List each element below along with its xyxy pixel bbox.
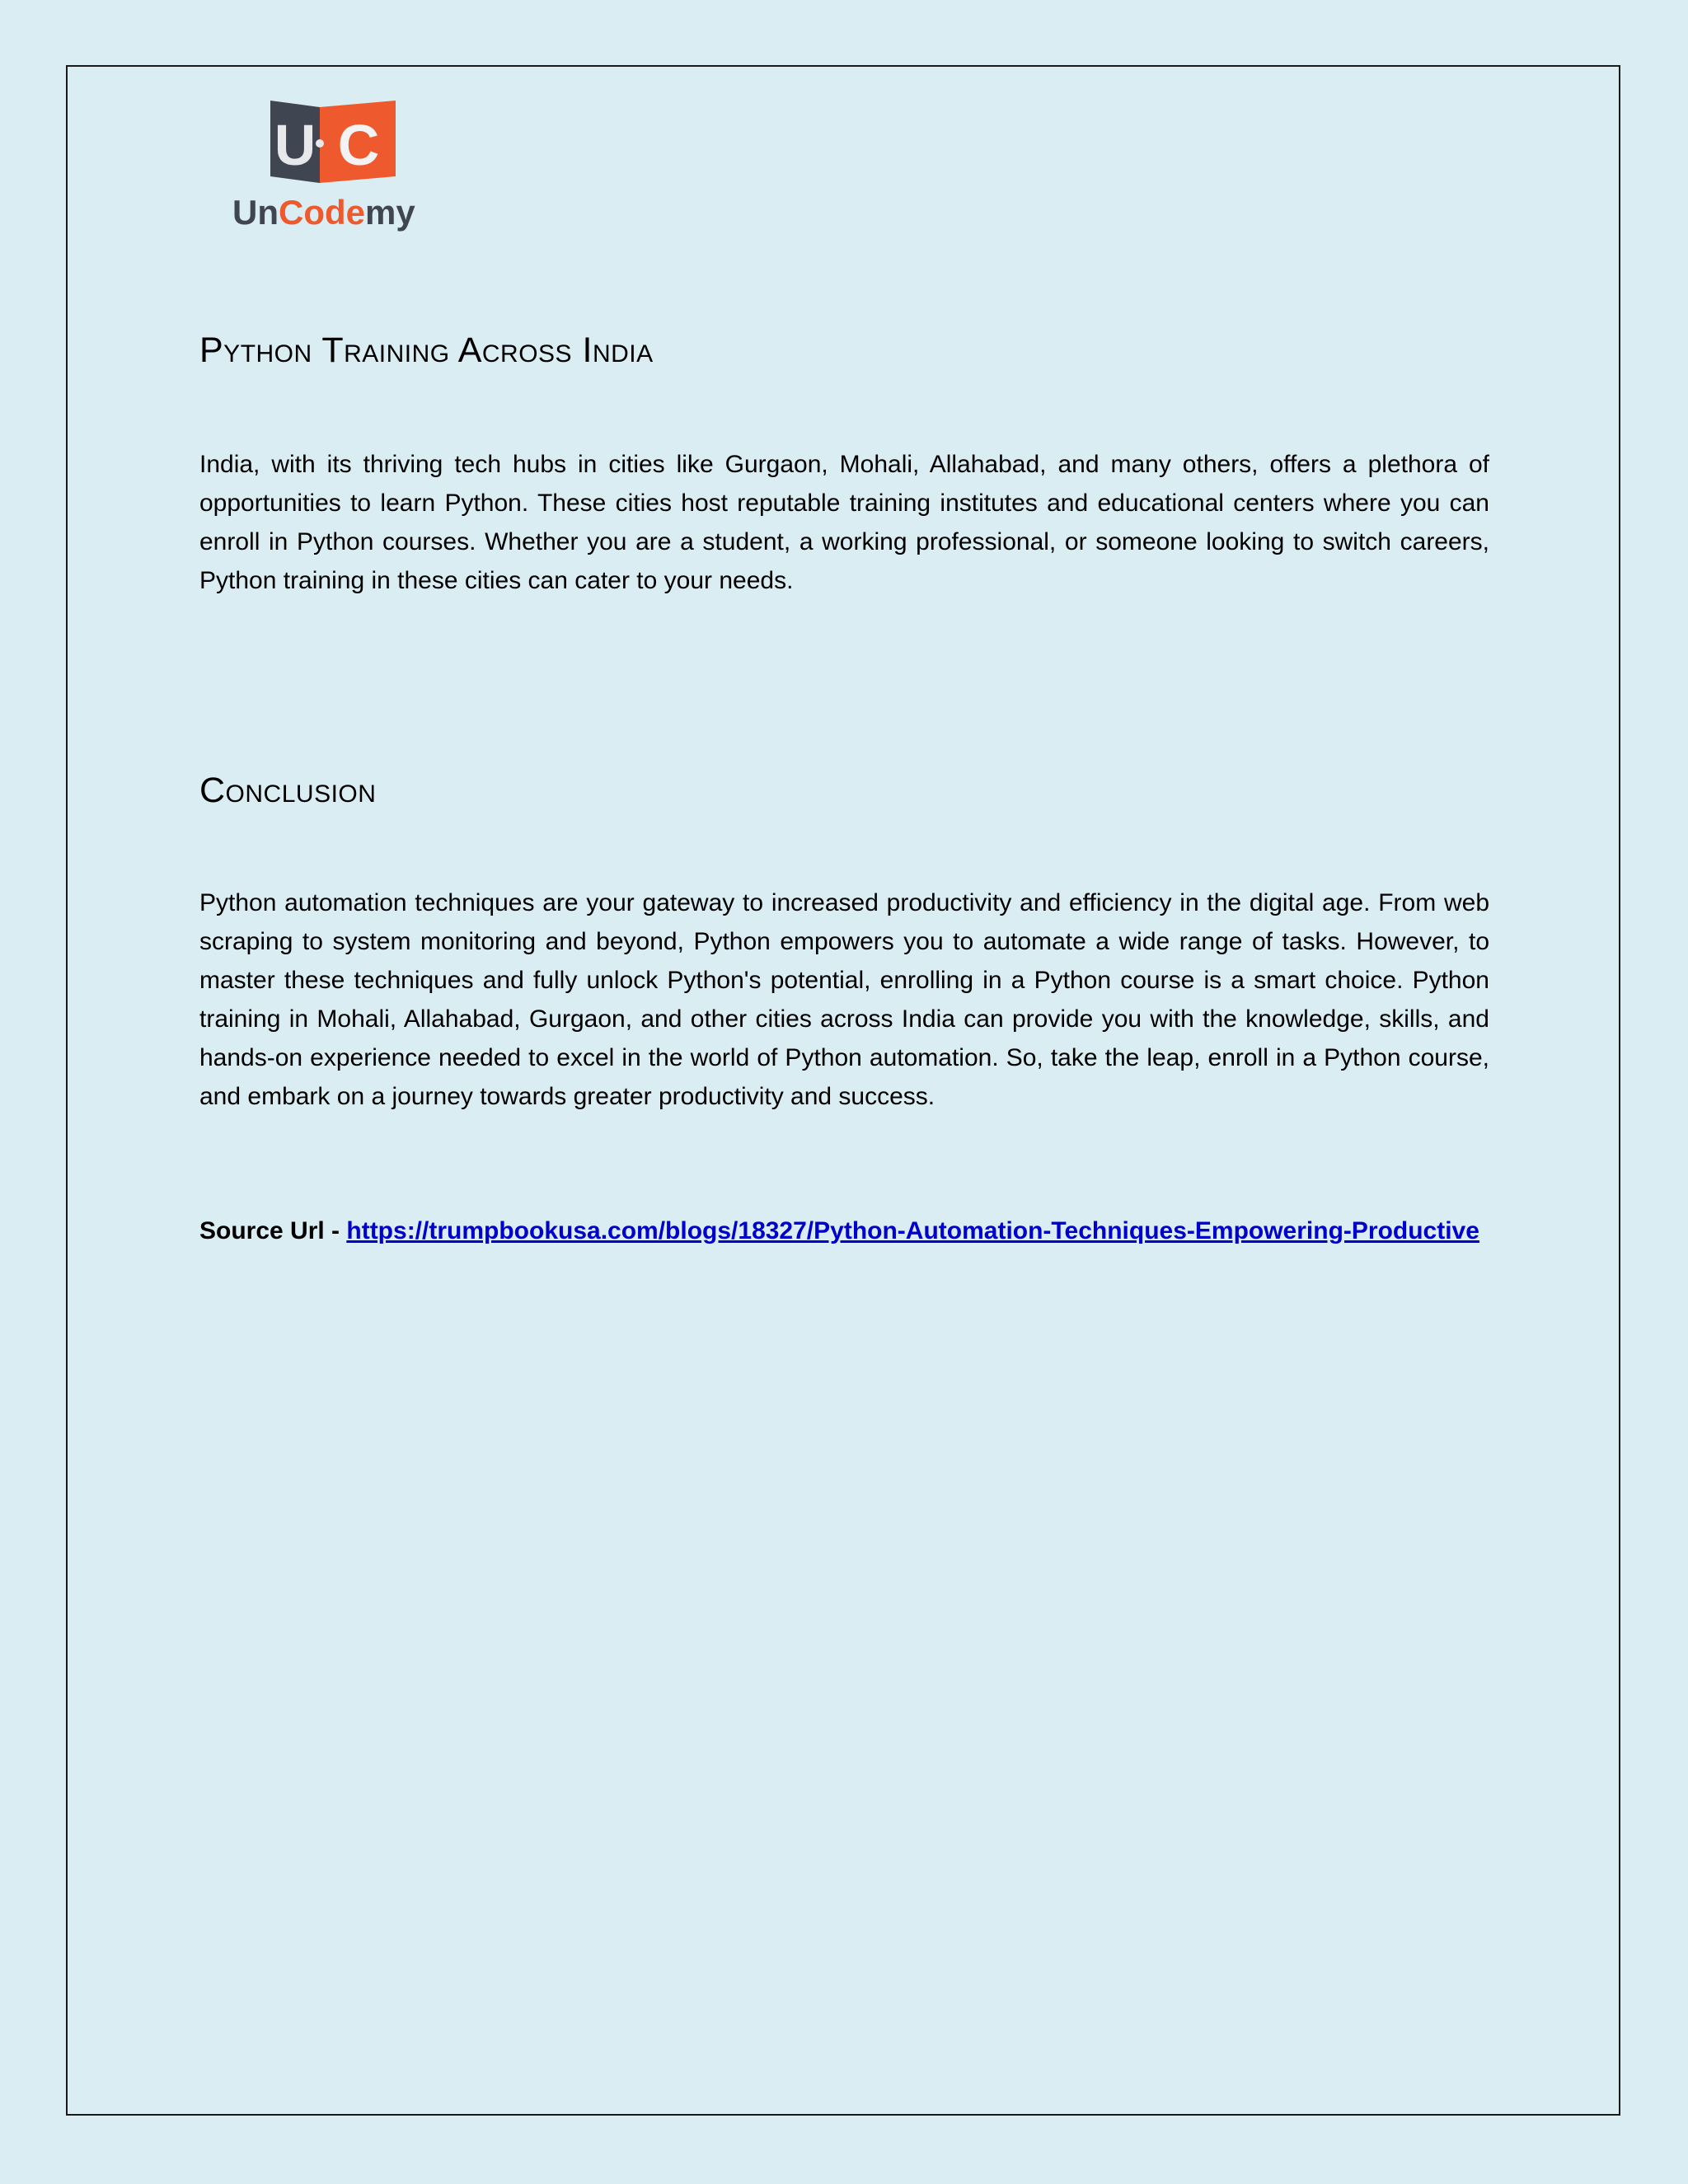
source-link[interactable]: https://trumpbookusa.com/blogs/18327/Python-Automation-Techniques-Empowering-Productive (346, 1217, 1479, 1244)
logo-wordmark-un: Un (232, 193, 279, 232)
section-heading-python-training: Python Training Across India (199, 330, 654, 370)
section-heading-conclusion: Conclusion (199, 771, 377, 810)
logo-letter-u: U (274, 113, 316, 177)
logo-center-dot (316, 139, 324, 148)
source-label: Source Url - (199, 1217, 347, 1244)
section-paragraph-conclusion: Python automation techniques are your gateway to increased productivity and efficiency in the digital age. From web scraping to system monitoring and beyond, Python empowers you to automate a wide range of tasks. However, to master these techniques and fully unlock Python's potential, enrolling in a Python course is a smart choice. Python training in Mohali, Allahabad, Gurgaon, and other cities across India can provide you with the knowledge, skills, and hands-on experience needed to excel in the world of Python automation. So, take the leap, enroll in a Python course, and embark on a journey towards greater productivity and success. (199, 889, 1489, 1110)
source-line (199, 1212, 1479, 1250)
logo-wordmark (232, 193, 415, 232)
uncodemy-logo (229, 101, 437, 234)
logo-wordmark-code: Code (279, 193, 365, 232)
logo-wordmark-my: my (365, 193, 415, 232)
section-paragraph-python-training: India, with its thriving tech hubs in cities like Gurgaon, Mohali, Allahabad, and many others, offers a plethora of opportunities to learn Python. These cities host reputable training institutes and educational centers where you can enroll in Python courses. Whether you are a student, a working professional, or someone looking to switch careers, Python training in these cities can cater to your needs. (199, 451, 1489, 594)
logo-letter-c: C (337, 113, 380, 177)
